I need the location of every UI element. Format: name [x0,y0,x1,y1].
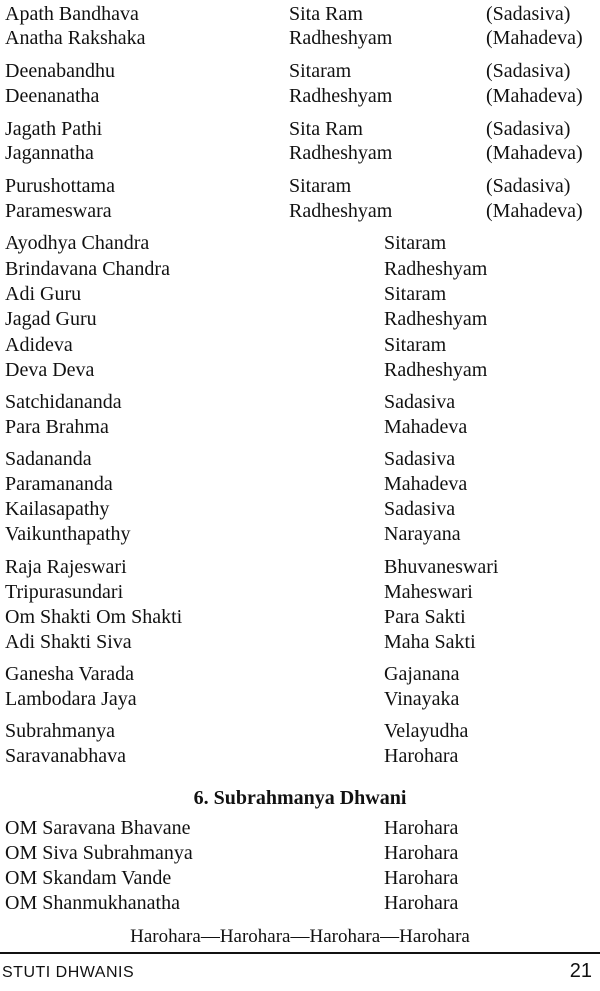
verse-response: Radheshyam [384,258,488,280]
verse-response: Mahadeva [384,416,468,438]
verse-response: Sitaram [384,334,447,356]
verse-response: Velayudha [384,720,469,742]
page-number: 21 [569,960,592,982]
verse-name: OM Saravana Bhavane [5,817,191,839]
verse-name: Subrahmanya [5,720,115,742]
verse-response: Harohara [384,842,459,864]
verse-alt: (Sadasiva) [486,118,571,140]
verse-alt: (Sadasiva) [486,3,571,25]
section-heading: 6. Subrahmanya Dhwani [193,787,407,809]
footer-divider [0,952,600,954]
verse-response: Bhuvaneswari [384,556,499,578]
verse-alt: (Mahadeva) [486,85,583,107]
verse-response: Sadasiva [384,448,456,470]
verse-response: Vinayaka [384,688,460,710]
verse-response: Maha Sakti [384,631,476,653]
verse-name: OM Shanmukhanatha [5,892,180,914]
verse-response: Sita Ram [289,3,363,25]
verse-name: Apath Bandhava [5,3,139,25]
verse-name: Para Brahma [5,416,109,438]
verse-alt: (Mahadeva) [486,27,583,49]
verse-response: Harohara [384,892,459,914]
verse-name: Anatha Rakshaka [5,27,146,49]
verse-name: Brindavana Chandra [5,258,170,280]
verse-name: Adi Guru [5,283,82,305]
verse-name: Paramananda [5,473,113,495]
verse-name: Kailasapathy [5,498,110,520]
verse-alt: (Mahadeva) [486,142,583,164]
verse-response: Sitaram [289,60,352,82]
verse-name: Jagath Pathi [5,118,103,140]
verse-response: Harohara [384,867,459,889]
verse-response: Para Sakti [384,606,466,628]
verse-alt: (Sadasiva) [486,60,571,82]
verse-response: Harohara [384,745,459,767]
verse-name: Sadananda [5,448,92,470]
verse-name: Vaikunthapathy [5,523,131,545]
verse-response: Mahadeva [384,473,468,495]
verse-name: Tripurasundari [5,581,124,603]
verse-response: Sitaram [384,232,447,254]
refrain-line: Harohara—Harohara—Harohara—Harohara [130,926,470,947]
verse-alt: (Sadasiva) [486,175,571,197]
verse-name: Adideva [5,334,73,356]
verse-name: Om Shakti Om Shakti [5,606,183,628]
verse-name: Adi Shakti Siva [5,631,132,653]
verse-name: Raja Rajeswari [5,556,127,578]
verse-response: Sitaram [289,175,352,197]
running-footer-title: STUTI DHWANIS [2,964,135,981]
verse-response: Harohara [384,817,459,839]
verse-name: Ganesha Varada [5,663,135,685]
verse-response: Sadasiva [384,391,456,413]
verse-alt: (Mahadeva) [486,200,583,222]
verse-response: Radheshyam [289,27,393,49]
verse-name: Parameswara [5,200,112,222]
verse-response: Radheshyam [289,85,393,107]
verse-response: Gajanana [384,663,460,685]
verse-response: Sita Ram [289,118,363,140]
verse-name: Lambodara Jaya [5,688,137,710]
verse-name: Deva Deva [5,359,95,381]
verse-name: Saravanabhava [5,745,127,767]
verse-response: Radheshyam [384,359,488,381]
verse-response: Narayana [384,523,461,545]
verse-name: Ayodhya Chandra [5,232,150,254]
verse-name: Satchidananda [5,391,122,413]
verse-response: Sadasiva [384,498,456,520]
verse-name: OM Skandam Vande [5,867,172,889]
verse-response: Radheshyam [289,200,393,222]
verse-name: Jagad Guru [5,308,97,330]
verse-response: Radheshyam [289,142,393,164]
verse-name: OM Siva Subrahmanya [5,842,193,864]
verse-name: Purushottama [5,175,115,197]
verse-name: Deenanatha [5,85,100,107]
verse-response: Sitaram [384,283,447,305]
verse-name: Deenabandhu [5,60,115,82]
verse-response: Maheswari [384,581,473,603]
verse-name: Jagannatha [5,142,94,164]
verse-response: Radheshyam [384,308,488,330]
